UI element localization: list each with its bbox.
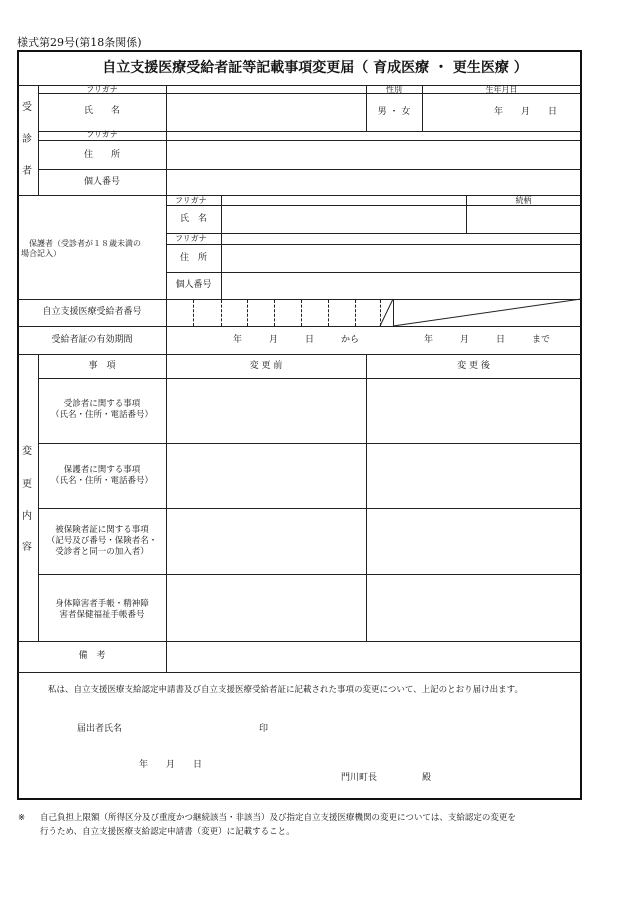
changes-label-2: 更 — [22, 479, 32, 490]
change-row-3-line-1: 被保険者証に関する事項 — [55, 525, 149, 535]
note-line-1: 自己負担上限額（所得区分及び重度かつ継続該当・非該当）及び指定自立支援医療機関の変更については、支給認定の変更を — [40, 813, 516, 823]
patient-furigana-label: フリガナ — [86, 85, 118, 94]
guardian-furigana2-label: フリガナ — [175, 234, 207, 243]
validity-label: 受給者証の有効期間 — [51, 335, 133, 345]
change-row-3-line-3: 受診者と同一の加入者） — [55, 547, 149, 557]
sex-header: 性別 — [386, 85, 402, 94]
col-before-header: 変 更 前 — [249, 361, 283, 371]
guardian-label-line2: 場合記入） — [21, 249, 61, 258]
validity-from[interactable]: 年 月 日 から — [233, 335, 360, 345]
dob-field[interactable]: 年 月 日 — [494, 107, 558, 117]
patient-label-1: 受 — [22, 102, 32, 113]
patient-label-3: 者 — [22, 166, 32, 177]
change-row-3-after-field[interactable] — [367, 509, 580, 573]
guardian-address-label: 住 所 — [179, 253, 207, 263]
change-row-4-before-field[interactable] — [167, 575, 365, 640]
guardian-relation-header: 続柄 — [515, 196, 532, 205]
guardian-relation-field[interactable] — [467, 206, 580, 232]
guardian-address-field[interactable] — [222, 245, 580, 271]
change-row-2-after-field[interactable] — [367, 444, 580, 507]
change-row-2-line-1: 保護者に関する事項 — [63, 465, 141, 475]
declaration-text: 私は、自立支援医療支給認定申請書及び自立支援医療受給者証に記載された事項の変更について、上記のとおり届け出ます。 — [48, 685, 523, 695]
remarks-field[interactable] — [167, 642, 580, 671]
note-line-2: 行うため、自立支援医療支給認定申請書（変更）に記載すること。 — [40, 827, 295, 837]
changes-label-1: 変 — [22, 446, 32, 457]
cert-number-label: 自立支援医療受給者番号 — [42, 307, 142, 317]
patient-address-label: 住 所 — [83, 150, 120, 160]
change-row-4-after-field[interactable] — [367, 575, 580, 640]
applicant-name-label: 届出者氏名 — [77, 724, 123, 734]
changes-label-4: 容 — [22, 542, 32, 553]
guardian-my-number-label: 個人番号 — [175, 280, 212, 290]
change-row-1-line-2: （氏名・住所・電話番号） — [50, 410, 153, 420]
change-row-2-before-field[interactable] — [167, 444, 365, 507]
remarks-label: 備 考 — [78, 651, 106, 661]
change-row-1-line-1: 受診者に関する事項 — [63, 399, 141, 409]
patient-label-2: 診 — [22, 134, 32, 145]
patient-furigana2-label: フリガナ — [86, 130, 118, 139]
change-row-2-line-2: （氏名・住所・電話番号） — [50, 476, 153, 486]
sex-options[interactable]: 男 ・ 女 — [377, 107, 411, 117]
col-item-header: 事 項 — [88, 361, 116, 371]
change-row-4-line-2: 害者保健福祉手帳番号 — [59, 610, 145, 620]
patient-name-label: 氏 名 — [83, 106, 120, 116]
seal-mark: 印 — [259, 724, 269, 734]
change-row-3-line-2: （記号及び番号・保険者名・ — [46, 536, 158, 546]
applicant-name-field[interactable] — [135, 720, 255, 736]
change-row-4-line-1: 身体障害者手帳・精神障 — [55, 599, 149, 609]
change-row-1-before-field[interactable] — [167, 379, 365, 442]
note-mark: ※ — [18, 813, 26, 823]
form-number: 様式第29号(第18条関係) — [17, 36, 142, 49]
patient-my-number-label: 個人番号 — [83, 177, 120, 187]
col-after-header: 変 更 後 — [457, 361, 490, 371]
changes-label-3: 内 — [22, 511, 32, 522]
guardian-name-label: 氏 名 — [179, 214, 207, 224]
guardian-furigana-label: フリガナ — [175, 196, 207, 205]
addressee: 門川町長 殿 — [341, 773, 432, 783]
dob-header: 生年月日 — [485, 85, 518, 94]
change-row-3-before-field[interactable] — [167, 509, 365, 573]
patient-address-field[interactable] — [167, 141, 580, 168]
change-row-1-after-field[interactable] — [367, 379, 580, 442]
submission-date[interactable]: 年 月 日 — [139, 760, 203, 770]
guardian-label-line1: 保護者（受診者が１８歳未満の — [29, 239, 141, 248]
patient-my-number-field[interactable] — [167, 170, 580, 194]
patient-name-field[interactable] — [167, 94, 365, 130]
guardian-my-number-field[interactable] — [222, 273, 580, 298]
validity-to[interactable]: 年 月 日 まで — [424, 335, 551, 345]
cert-number-field[interactable] — [167, 300, 379, 325]
guardian-name-field[interactable] — [222, 206, 465, 232]
form-title: 自立支援医療受給者証等記載事項変更届（ 育成医療 ・ 更生医療 ） — [102, 60, 528, 76]
